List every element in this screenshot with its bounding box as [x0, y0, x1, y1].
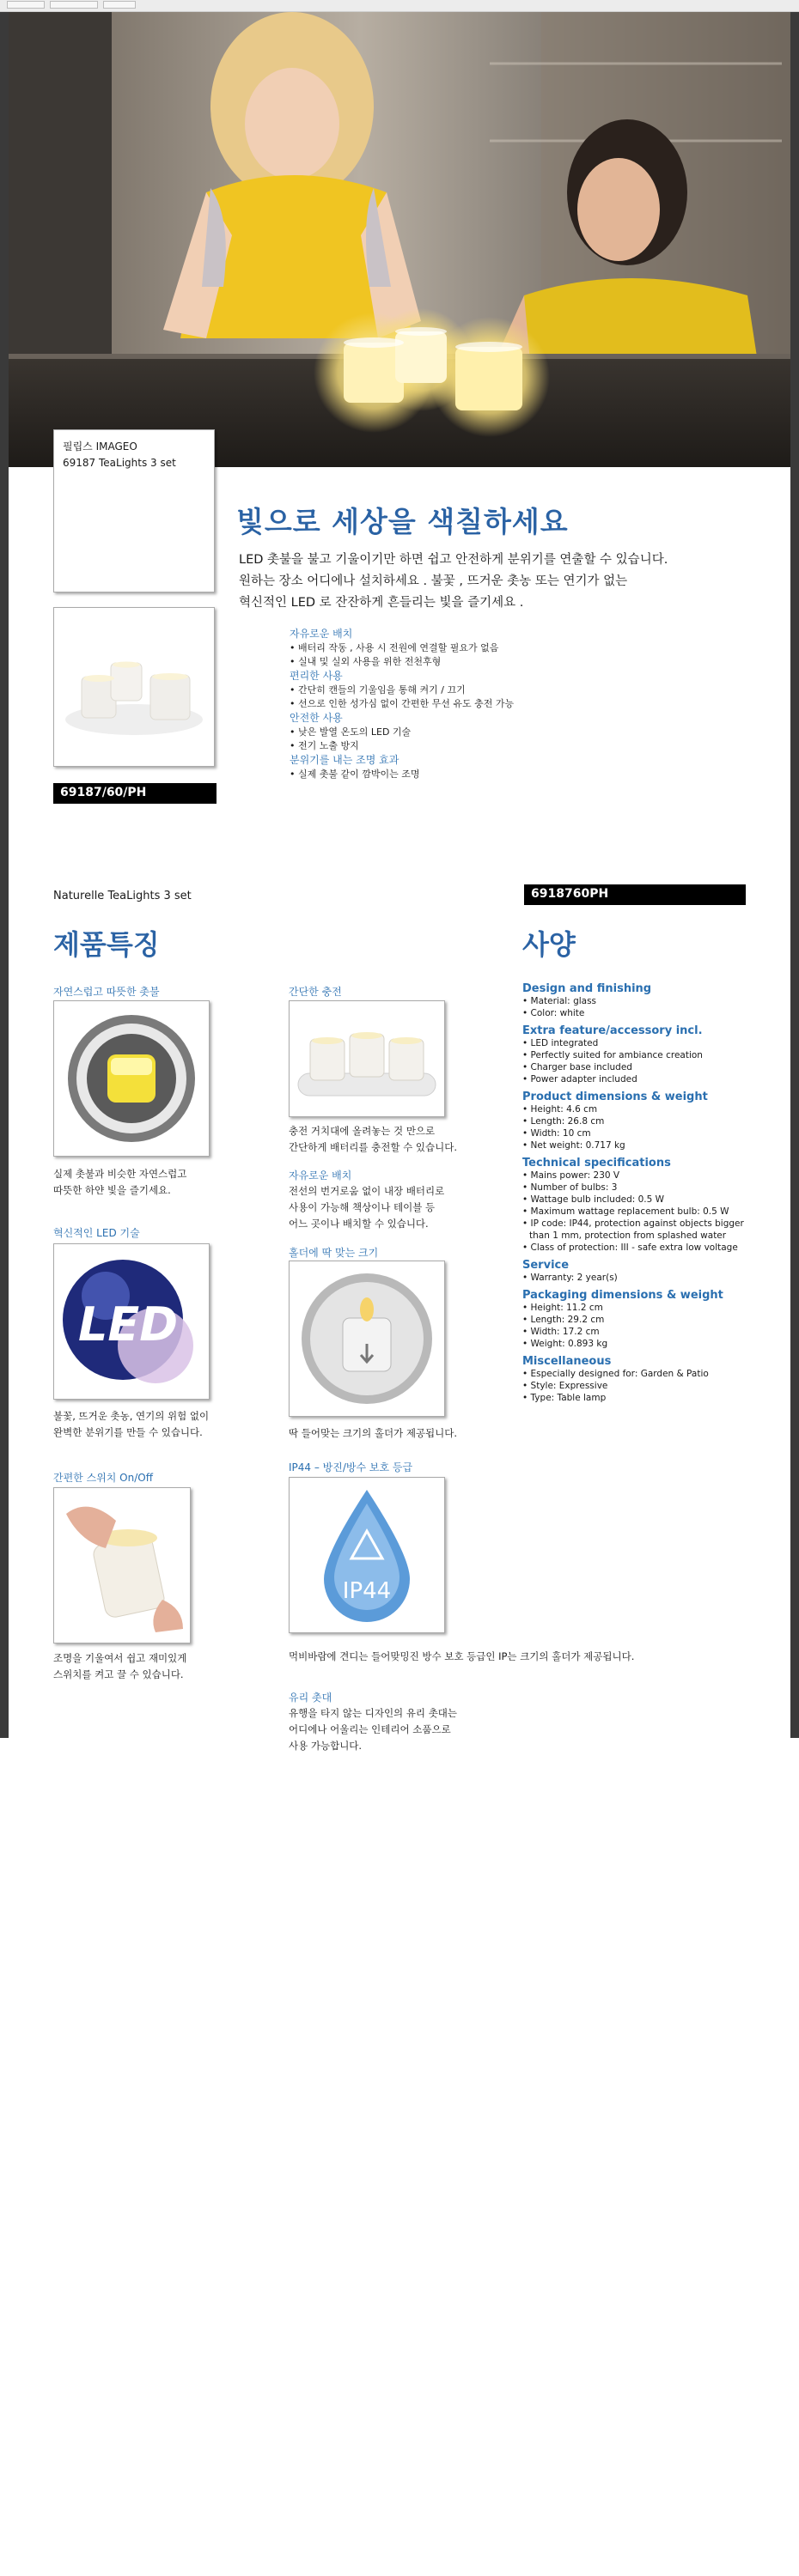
- led-logo-text: LED: [77, 1297, 179, 1352]
- spec-group: Service • Warranty: 2 year(s): [522, 1259, 754, 1284]
- spec-title: Packaging dimensions & weight: [522, 1289, 723, 1302]
- feature-image-box: [289, 1477, 445, 1633]
- hand-tilt-candle-icon: [54, 1488, 190, 1643]
- feature-text: 불꽃, 뜨거운 촛농, 연기의 위험 없이 완벽한 분위기를 만들 수 있습니다.: [53, 1410, 210, 1438]
- spec-title: Product dimensions & weight: [522, 1091, 708, 1103]
- window-top-strip: [0, 0, 799, 12]
- feature-text: 유행을 타지 않는 디자인의 유리 촛대는 어디에나 어울리는 인테리어 소품으로 사용 가능합니다.: [289, 1707, 458, 1752]
- holder-fit-icon: [290, 1261, 444, 1416]
- feature-title: IP44 – 방진/방수 보호 등급: [289, 1461, 413, 1473]
- page-right-border: [790, 12, 799, 1738]
- feature-image-box: [53, 1487, 191, 1643]
- highlight-title: 분위기를 내는 조명 효과: [290, 754, 400, 766]
- specs-heading: 사양: [522, 928, 576, 961]
- product-name: Naturelle TeaLights 3 set: [53, 890, 192, 902]
- tealights-product-icon: [54, 608, 214, 766]
- highlight-item: • 간단히 캔들의 기울임을 통해 켜기 / 끄기: [290, 684, 466, 696]
- page-left-border: [0, 12, 9, 1738]
- spec-group: Extra feature/accessory incl. • LED integrated • Perfectly suited for ambiance creation • Charger base included • Power adapter included: [522, 1024, 754, 1085]
- product-code-bar-2: 6918760PH: [524, 884, 746, 905]
- spec-group: Technical specifications • Mains power: 230 V • Number of bulbs: 3 • Wattage bulb included: 0.5 W • Maximum wattage replacement bulb: 0.5 W • IP code: IP44, protection against objects bigger than 1 mm, protection from splashed water • Class of protection: III - safe extra low voltage: [522, 1157, 754, 1254]
- feature-image-box: [53, 1243, 210, 1400]
- highlight-item: • 실제 촛불 같이 깜박이는 조명: [290, 769, 420, 780]
- photo-child-and-woman-icon: [9, 12, 790, 467]
- spec-group: Miscellaneous • Especially designed for: Garden & Patio • Style: Expressive • Type: Table lamp: [522, 1355, 754, 1404]
- feature-title: 유리 촛대: [289, 1692, 332, 1704]
- candle-glow-icon: [54, 1001, 209, 1156]
- spec-title: Design and finishing: [522, 982, 652, 995]
- feature-text: 전선의 번거로움 없이 내장 배터리로 사용이 가능해 책상이나 테이블 등 어느 곳이나 배치할 수 있습니다.: [289, 1185, 445, 1230]
- intro-line: LED 촛불을 불고 기울이기만 하면 쉽고 안전하게 분위기를 연출할 수 있습니다.: [239, 553, 668, 567]
- feature-image-box: [289, 1261, 445, 1417]
- spec-group: Packaging dimensions & weight • Height: 11.2 cm • Length: 29.2 cm • Width: 17.2 cm • Weight: 0.893 kg: [522, 1289, 754, 1350]
- ip44-text: IP44: [342, 1578, 392, 1604]
- feature-image-box: [53, 1000, 210, 1157]
- feature-title: 자연스럽고 따뜻한 촛불: [53, 986, 160, 998]
- hero-photo: [9, 12, 790, 467]
- headline: 빛으로 세상을 색칠하세요: [236, 505, 569, 538]
- spec-title: Service: [522, 1259, 570, 1272]
- highlights-list: [290, 627, 736, 781]
- led-logo-icon: [54, 1244, 209, 1399]
- intro-text: [239, 550, 754, 614]
- feature-text: 먹비바람에 견디는 들어맞밍진 방수 보호 등급인 IP는 크기의 홀더가 제공됩니다.: [289, 1650, 635, 1662]
- feature-title: 간단한 충전: [289, 986, 342, 998]
- spec-group: Design and finishing • Material: glass • Color: white: [522, 982, 754, 1019]
- spec-group: Product dimensions & weight • Height: 4.6 cm • Length: 26.8 cm • Width: 10 cm • Net weight: 0.717 kg: [522, 1091, 754, 1151]
- feature-text: 딱 들어맞는 크기의 홀더가 제공됩니다.: [289, 1427, 458, 1439]
- ip44-drop-icon: [290, 1478, 444, 1632]
- feature-title: 혁신적인 LED 기술: [53, 1227, 140, 1239]
- feature-text: 충전 거치대에 올려놓는 것 만으로 간단하게 배터리를 충전할 수 있습니다.: [289, 1125, 458, 1153]
- card-model-line: 69187 TeaLights 3 set: [63, 457, 176, 469]
- feature-image-box: [289, 1000, 445, 1117]
- highlight-item: • 실내 및 실외 사용을 위한 전천후형: [290, 656, 442, 667]
- toolbar-button[interactable]: [7, 1, 45, 9]
- feature-title: 간편한 스위치 On/Off: [53, 1472, 153, 1484]
- product-code-bar: 69187/60/PH: [53, 783, 217, 804]
- highlight-item: • 배터리 작동 , 사용 시 전원에 연결할 필요가 없음: [290, 642, 499, 653]
- intro-line: 원하는 장소 어디에나 설치하세요 . 불꽃 , 뜨거운 촛농 또는 연기가 없는: [239, 574, 628, 588]
- spec-title: Extra feature/accessory incl.: [522, 1024, 703, 1037]
- highlight-title: 자유로운 배치: [290, 628, 353, 640]
- intro-line: 혁신적인 LED 로 잔잔하게 흔들리는 빛을 즐기세요 .: [239, 596, 524, 610]
- features-heading: 제품특징: [53, 928, 160, 961]
- toolbar-button[interactable]: [103, 1, 136, 9]
- highlight-item: • 선으로 인한 성가심 없이 간편한 무선 유도 충전 가능: [290, 698, 515, 709]
- card-brand-line: 필립스 IMAGEO: [63, 440, 137, 453]
- product-info-card: [53, 429, 215, 592]
- feature-title: 자유로운 배치: [289, 1170, 352, 1182]
- product-photo-box: [53, 607, 215, 767]
- spec-title: Technical specifications: [522, 1157, 671, 1170]
- feature-title: 홀더에 딱 맞는 크기: [289, 1247, 379, 1259]
- highlight-item: • 낮은 발열 온도의 LED 기술: [290, 726, 412, 738]
- highlight-title: 편리한 사용: [290, 670, 343, 682]
- toolbar-button[interactable]: [50, 1, 98, 9]
- spec-title: Miscellaneous: [522, 1355, 612, 1368]
- specs-list: [522, 982, 754, 1404]
- highlight-item: • 전기 노출 방지: [290, 740, 359, 751]
- feature-text: 실제 촛불과 비슷한 자연스럽고 따뜻한 하얀 빛을 즐기세요.: [53, 1168, 187, 1196]
- highlight-title: 안전한 사용: [290, 712, 343, 724]
- charging-base-icon: [290, 1001, 444, 1116]
- feature-text: 조명을 기울여서 쉽고 재미있게 스위치를 켜고 끌 수 있습니다.: [53, 1652, 187, 1680]
